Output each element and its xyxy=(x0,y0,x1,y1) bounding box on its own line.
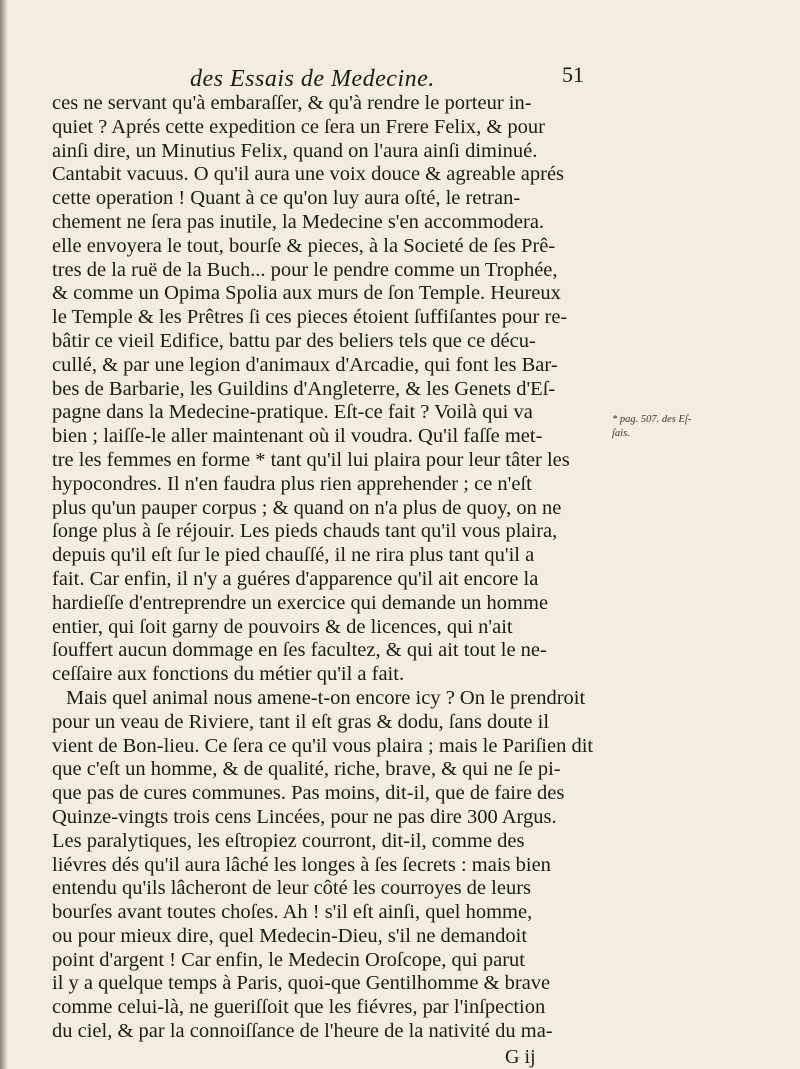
signature-mark: G ij xyxy=(505,1046,536,1068)
text-line: du ciel, & par la connoiſſance de l'heure de la nativité du ma- xyxy=(52,1020,553,1043)
text-line: entendu qu'ils lâcheront de leur côté les courroyes de leurs xyxy=(52,877,532,900)
running-head: des Essais de Medecine. xyxy=(190,66,435,92)
text-line: ceſſaire aux fonctions du métier qu'il a fait. xyxy=(52,663,405,686)
text-line: ſonge plus à ſe réjouir. Les pieds chauds tant qu'il vous plaira, xyxy=(52,520,558,543)
text-line: point d'argent ! Car enfin, le Medecin Oroſcope, qui parut xyxy=(52,948,525,971)
text-line: hypocondres. Il n'en faudra plus rien apprehender ; ce n'eſt xyxy=(52,472,532,495)
text-line: Quinze-vingts trois cens Lincées, pour ne pas dire 300 Argus. xyxy=(52,805,557,828)
text-line: tres de la ruë de la Buch... pour le pendre comme un Trophée, xyxy=(52,258,558,281)
text-line: Mais quel animal nous amene-t-on encore icy ? On le prendroit xyxy=(66,686,586,709)
marginal-note-line: * pag. 507. des Eſ- xyxy=(612,414,692,425)
text-line: fait. Car enfin, il n'y a guéres d'apparence qu'il ait encore la xyxy=(52,567,539,590)
text-line: cette operation ! Quant à ce qu'on luy aura oſté, le retran- xyxy=(52,187,521,210)
text-line: plus qu'un pauper corpus ; & quand on n'a plus de quoy, on ne xyxy=(52,496,562,519)
text-line: il y a quelque temps à Paris, quoi-que Gentilhomme & brave xyxy=(52,972,551,995)
text-line: pour un veau de Riviere, tant il eſt gras & dodu, ſans doute il xyxy=(52,710,550,733)
text-line: vient de Bon-lieu. Ce ſera ce qu'il vous plaira ; mais le Pariſien dit xyxy=(52,734,594,757)
text-line: quiet ? Aprés cette expedition ce ſera un Frere Felix, & pour xyxy=(52,115,545,138)
text-line: & comme un Opima Spolia aux murs de ſon Temple. Heureux xyxy=(52,282,561,305)
text-line: que c'eſt un homme, & de qualité, riche, brave, & qui ne ſe pi- xyxy=(52,758,561,781)
text-line: ces ne servant qu'à embaraſſer, & qu'à rendre le porteur in- xyxy=(52,92,532,114)
marginal-note-line: ſais. xyxy=(612,428,630,439)
page-gutter-shadow xyxy=(0,0,8,1069)
text-line: pagne dans la Medecine-pratique. Eſt-ce fait ? Voilà qui va xyxy=(52,401,533,424)
text-line: Cantabit vacuus. O qu'il aura une voix douce & agreable aprés xyxy=(52,163,565,186)
text-line: cullé, & par une legion d'animaux d'Arcadie, qui font les Bar- xyxy=(52,353,558,376)
marginal-note xyxy=(612,413,792,441)
body-text xyxy=(52,92,612,1044)
text-line: tre les femmes en forme * tant qu'il lui plaira pour leur tâter les xyxy=(52,448,570,471)
text-line: hardieſſe d'entreprendre un exercice qui demande un homme xyxy=(52,591,549,614)
text-line: le Temple & les Prêtres ſi ces pieces étoient ſuffiſantes pour re- xyxy=(52,306,568,329)
page-number: 51 xyxy=(562,62,584,87)
text-line: que pas de cures communes. Pas moins, dit-il, que de faire des xyxy=(52,782,565,805)
text-line: liévres dés qu'il aura lâché les longes à ſes ſecrets : mais bien xyxy=(52,853,551,876)
text-line: entier, qui ſoit garny de pouvoirs & de licences, qui n'ait xyxy=(52,615,513,638)
text-line: bien ; laiſſe-le aller maintenant où il voudra. Qu'il faſſe met- xyxy=(52,425,543,448)
text-line: bourſes avant toutes choſes. Ah ! s'il eſt ainſi, quel homme, xyxy=(52,901,533,924)
text-line: elle envoyera le tout, bourſe & pieces, à la Societé de ſes Prê- xyxy=(52,234,556,257)
text-line: Les paralytiques, les eſtropiez courront, dit-il, comme des xyxy=(52,829,525,852)
text-line: depuis qu'il eſt ſur le pied chauſſé, il ne rira plus tant qu'il a xyxy=(52,544,535,567)
text-line: ſouffert aucun dommage en ſes facultez, & qui ait tout le ne- xyxy=(52,639,547,662)
text-line: bes de Barbarie, les Guildins d'Angleterre, & les Genets d'Eſ- xyxy=(52,377,556,400)
text-line: ou pour mieux dire, quel Medecin-Dieu, s'il ne demandoit xyxy=(52,924,528,947)
text-line: comme celui-là, ne gueriſſoit que les fiévres, par l'inſpection xyxy=(52,996,546,1019)
text-line: bâtir ce vieil Edifice, battu par des beliers tels que ce décu- xyxy=(52,329,536,352)
text-line: ainſi dire, un Minutius Felix, quand on l'aura ainſi diminué. xyxy=(52,139,538,162)
text-line: chement ne ſera pas inutile, la Medecine s'en accommodera. xyxy=(52,210,545,233)
